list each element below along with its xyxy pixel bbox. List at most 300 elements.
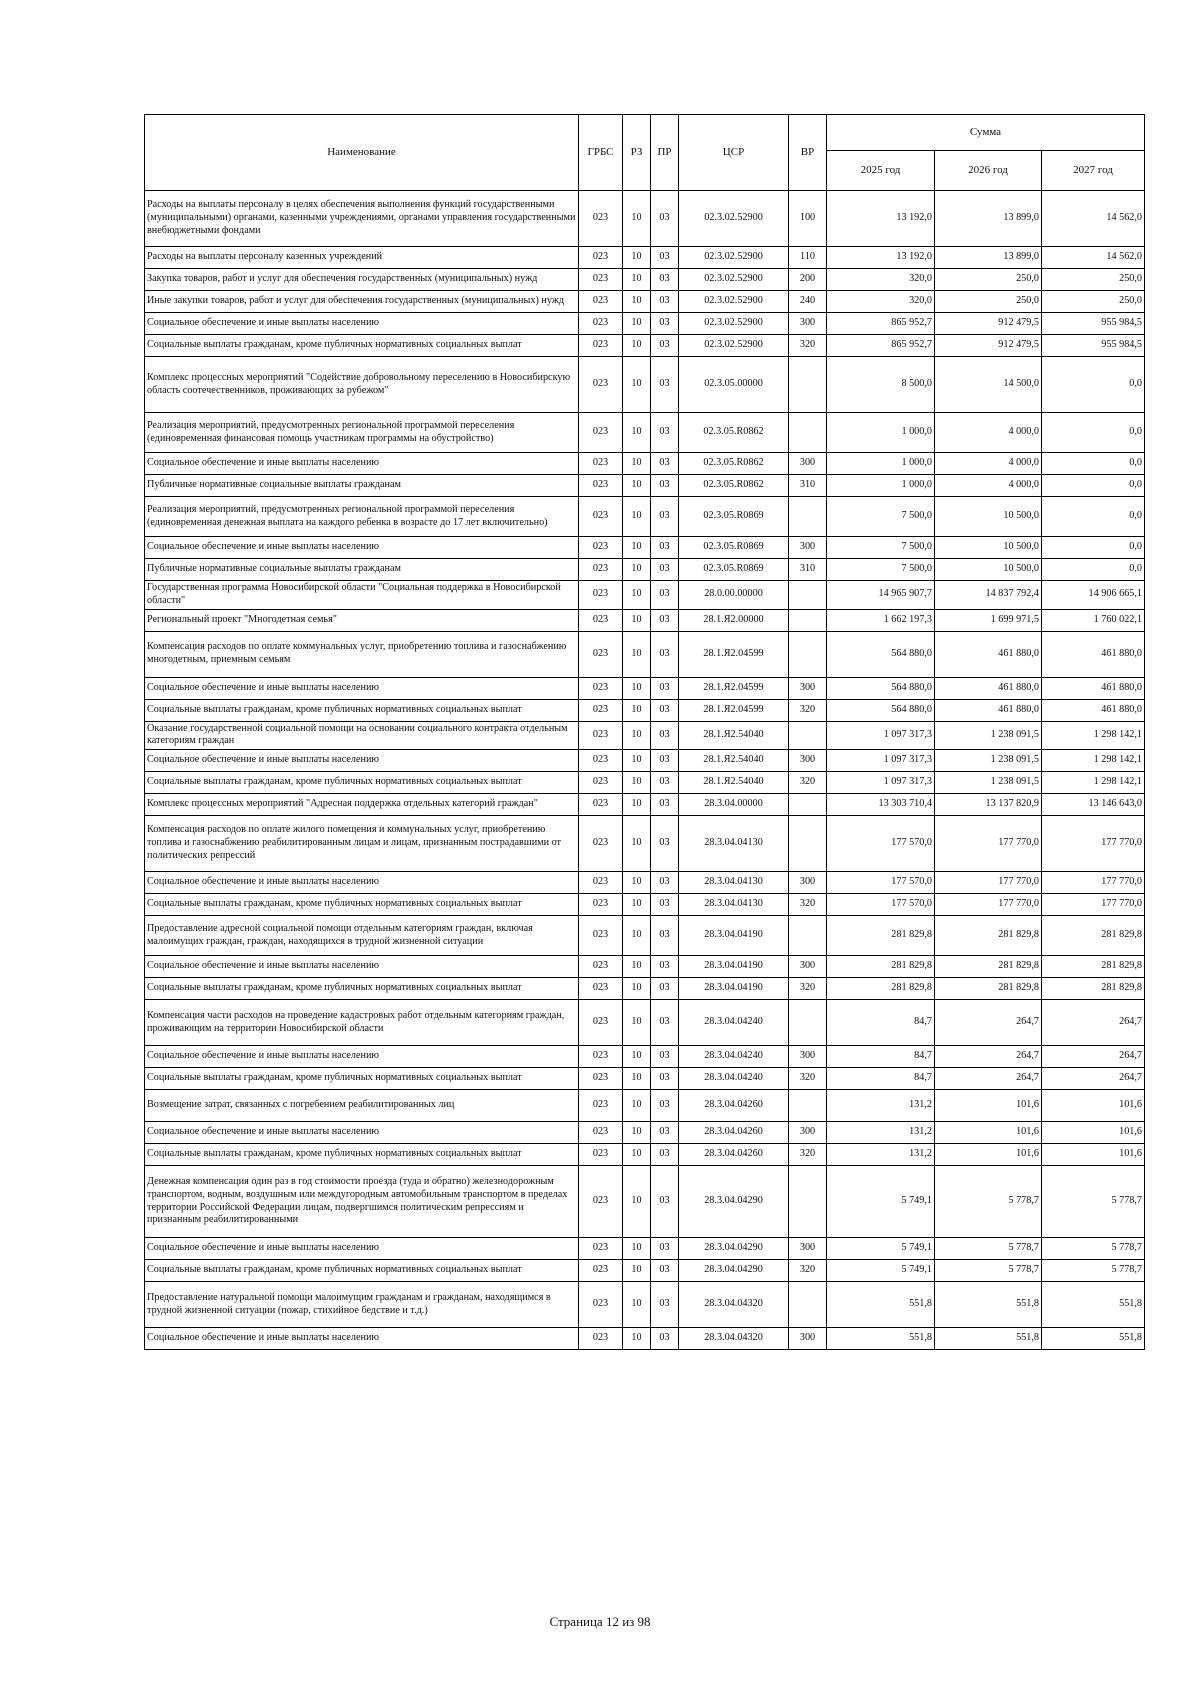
grbs-cell: 023 (579, 191, 623, 247)
vr-cell: 200 (789, 269, 827, 291)
vr-cell (789, 794, 827, 816)
sum-2025-cell: 1 000,0 (827, 475, 935, 497)
row-name-cell: Социальные выплаты гражданам, кроме публичных нормативных социальных выплат (145, 1144, 579, 1166)
pr-cell: 03 (651, 335, 679, 357)
sum-2026-cell: 14 500,0 (935, 357, 1042, 413)
vr-cell: 300 (789, 453, 827, 475)
grbs-cell: 023 (579, 772, 623, 794)
csr-cell: 02.3.02.52900 (679, 313, 789, 335)
vr-cell: 320 (789, 978, 827, 1000)
row-name-cell: Региональный проект "Многодетная семья" (145, 609, 579, 631)
table-row (145, 794, 1145, 816)
sum-2025-cell: 1 000,0 (827, 453, 935, 475)
sum-2027-cell: 14 906 665,1 (1042, 581, 1145, 610)
sum-2025-cell: 281 829,8 (827, 916, 935, 956)
row-name-cell: Социальное обеспечение и иные выплаты населению (145, 537, 579, 559)
row-name-cell: Расходы на выплаты персоналу казенных учреждений (145, 247, 579, 269)
sum-2027-cell: 1 298 142,1 (1042, 772, 1145, 794)
sum-2026-cell: 281 829,8 (935, 916, 1042, 956)
vr-cell: 320 (789, 699, 827, 721)
table-row (145, 581, 1145, 610)
table-row (145, 721, 1145, 750)
vr-cell (789, 721, 827, 750)
sum-2027-cell: 281 829,8 (1042, 956, 1145, 978)
sum-2027-cell: 461 880,0 (1042, 677, 1145, 699)
vr-cell (789, 816, 827, 872)
sum-2025-cell: 13 192,0 (827, 191, 935, 247)
rz-cell: 10 (623, 1122, 651, 1144)
sum-2025-cell: 131,2 (827, 1090, 935, 1122)
pr-cell: 03 (651, 1046, 679, 1068)
sum-2027-cell: 461 880,0 (1042, 699, 1145, 721)
csr-cell: 28.3.04.04260 (679, 1144, 789, 1166)
pr-cell: 03 (651, 497, 679, 537)
table-row (145, 1238, 1145, 1260)
rz-cell: 10 (623, 475, 651, 497)
rz-cell: 10 (623, 631, 651, 677)
sum-2025-cell: 13 303 710,4 (827, 794, 935, 816)
sum-2025-cell: 5 749,1 (827, 1260, 935, 1282)
sum-2027-cell: 955 984,5 (1042, 313, 1145, 335)
vr-cell: 300 (789, 677, 827, 699)
csr-cell: 02.3.05.00000 (679, 357, 789, 413)
sum-2027-cell: 14 562,0 (1042, 247, 1145, 269)
table-row (145, 631, 1145, 677)
header-rz: РЗ (623, 115, 651, 191)
vr-cell (789, 1166, 827, 1238)
row-name-cell: Публичные нормативные социальные выплаты гражданам (145, 475, 579, 497)
sum-2027-cell: 0,0 (1042, 559, 1145, 581)
row-name-cell: Иные закупки товаров, работ и услуг для обеспечения государственных (муниципальных) нужд (145, 291, 579, 313)
vr-cell: 320 (789, 1144, 827, 1166)
csr-cell: 28.3.04.04240 (679, 1046, 789, 1068)
grbs-cell: 023 (579, 894, 623, 916)
sum-2025-cell: 7 500,0 (827, 559, 935, 581)
sum-2026-cell: 551,8 (935, 1282, 1042, 1328)
sum-2026-cell: 461 880,0 (935, 631, 1042, 677)
table-row (145, 413, 1145, 453)
grbs-cell: 023 (579, 956, 623, 978)
grbs-cell: 023 (579, 816, 623, 872)
table-row (145, 475, 1145, 497)
page-number: Страница 12 из 98 (549, 1614, 651, 1629)
table-row (145, 772, 1145, 794)
table-row (145, 313, 1145, 335)
csr-cell: 02.3.02.52900 (679, 269, 789, 291)
sum-2026-cell: 13 899,0 (935, 191, 1042, 247)
table-row (145, 750, 1145, 772)
row-name-cell: Социальные выплаты гражданам, кроме публичных нормативных социальных выплат (145, 772, 579, 794)
pr-cell: 03 (651, 559, 679, 581)
grbs-cell: 023 (579, 1260, 623, 1282)
row-name-cell: Государственная программа Новосибирской области "Социальная поддержка в Новосибирской области" (145, 581, 579, 610)
rz-cell: 10 (623, 1260, 651, 1282)
rz-cell: 10 (623, 1282, 651, 1328)
csr-cell: 02.3.02.52900 (679, 335, 789, 357)
table-row (145, 357, 1145, 413)
rz-cell: 10 (623, 191, 651, 247)
pr-cell: 03 (651, 413, 679, 453)
csr-cell: 02.3.05.R0869 (679, 497, 789, 537)
vr-cell: 300 (789, 1122, 827, 1144)
sum-2026-cell: 14 837 792,4 (935, 581, 1042, 610)
sum-2027-cell: 551,8 (1042, 1282, 1145, 1328)
rz-cell: 10 (623, 357, 651, 413)
sum-2025-cell: 177 570,0 (827, 816, 935, 872)
row-name-cell: Компенсация расходов по оплате коммунальных услуг, приобретению топлива и газоснабжению многодетным, приемным семьям (145, 631, 579, 677)
sum-2027-cell: 177 770,0 (1042, 872, 1145, 894)
csr-cell: 28.3.04.04290 (679, 1260, 789, 1282)
sum-2025-cell: 564 880,0 (827, 631, 935, 677)
grbs-cell: 023 (579, 1328, 623, 1350)
csr-cell: 02.3.05.R0862 (679, 453, 789, 475)
sum-2027-cell: 1 298 142,1 (1042, 721, 1145, 750)
sum-2025-cell: 1 097 317,3 (827, 750, 935, 772)
rz-cell: 10 (623, 750, 651, 772)
pr-cell: 03 (651, 894, 679, 916)
row-name-cell: Расходы на выплаты персоналу в целях обеспечения выполнения функций государственными (муниципальными) органами, казенными учреждениями, органами управления государственными внебюджетными фондами (145, 191, 579, 247)
sum-2025-cell: 281 829,8 (827, 956, 935, 978)
table-row (145, 453, 1145, 475)
row-name-cell: Социальное обеспечение и иные выплаты населению (145, 677, 579, 699)
row-name-cell: Социальные выплаты гражданам, кроме публичных нормативных социальных выплат (145, 978, 579, 1000)
sum-2025-cell: 177 570,0 (827, 872, 935, 894)
sum-2027-cell: 101,6 (1042, 1090, 1145, 1122)
vr-cell: 300 (789, 1328, 827, 1350)
pr-cell: 03 (651, 1166, 679, 1238)
csr-cell: 28.3.04.04290 (679, 1166, 789, 1238)
grbs-cell: 023 (579, 537, 623, 559)
pr-cell: 03 (651, 872, 679, 894)
sum-2026-cell: 101,6 (935, 1144, 1042, 1166)
table-row (145, 609, 1145, 631)
sum-2025-cell: 564 880,0 (827, 677, 935, 699)
budget-table (144, 114, 1145, 1350)
row-name-cell: Комплекс процессных мероприятий "Адресная поддержка отдельных категорий граждан" (145, 794, 579, 816)
table-row (145, 699, 1145, 721)
rz-cell: 10 (623, 956, 651, 978)
sum-2025-cell: 281 829,8 (827, 978, 935, 1000)
table-header (145, 115, 1145, 191)
sum-2027-cell: 0,0 (1042, 537, 1145, 559)
row-name-cell: Компенсация части расходов на проведение кадастровых работ отдельным категориям граждан, проживающим на территории Новосибирской области (145, 1000, 579, 1046)
grbs-cell: 023 (579, 699, 623, 721)
header-grbs: ГРБС (579, 115, 623, 191)
sum-2026-cell: 10 500,0 (935, 559, 1042, 581)
rz-cell: 10 (623, 269, 651, 291)
sum-2026-cell: 250,0 (935, 291, 1042, 313)
sum-2025-cell: 551,8 (827, 1282, 935, 1328)
rz-cell: 10 (623, 1166, 651, 1238)
sum-2026-cell: 250,0 (935, 269, 1042, 291)
csr-cell: 28.3.04.04240 (679, 1068, 789, 1090)
sum-2027-cell: 5 778,7 (1042, 1260, 1145, 1282)
csr-cell: 28.1.Я2.04599 (679, 631, 789, 677)
row-name-cell: Возмещение затрат, связанных с погребением реабилитированных лиц (145, 1090, 579, 1122)
row-name-cell: Социальное обеспечение и иные выплаты населению (145, 453, 579, 475)
sum-2025-cell: 865 952,7 (827, 313, 935, 335)
vr-cell: 300 (789, 1046, 827, 1068)
grbs-cell: 023 (579, 1166, 623, 1238)
grbs-cell: 023 (579, 1122, 623, 1144)
sum-2025-cell: 1 000,0 (827, 413, 935, 453)
sum-2027-cell: 0,0 (1042, 453, 1145, 475)
pr-cell: 03 (651, 1068, 679, 1090)
pr-cell: 03 (651, 1282, 679, 1328)
sum-2027-cell: 101,6 (1042, 1144, 1145, 1166)
grbs-cell: 023 (579, 872, 623, 894)
vr-cell: 240 (789, 291, 827, 313)
csr-cell: 02.3.05.R0869 (679, 537, 789, 559)
vr-cell: 110 (789, 247, 827, 269)
pr-cell: 03 (651, 357, 679, 413)
rz-cell: 10 (623, 559, 651, 581)
sum-2027-cell: 1 760 022,1 (1042, 609, 1145, 631)
sum-2026-cell: 1 238 091,5 (935, 721, 1042, 750)
sum-2025-cell: 865 952,7 (827, 335, 935, 357)
row-name-cell: Социальное обеспечение и иные выплаты населению (145, 313, 579, 335)
pr-cell: 03 (651, 453, 679, 475)
rz-cell: 10 (623, 916, 651, 956)
header-pr: ПР (651, 115, 679, 191)
csr-cell: 02.3.05.R0869 (679, 559, 789, 581)
csr-cell: 28.3.04.04260 (679, 1090, 789, 1122)
rz-cell: 10 (623, 1238, 651, 1260)
sum-2027-cell: 264,7 (1042, 1068, 1145, 1090)
sum-2025-cell: 7 500,0 (827, 537, 935, 559)
sum-2026-cell: 101,6 (935, 1090, 1042, 1122)
pr-cell: 03 (651, 581, 679, 610)
row-name-cell: Социальное обеспечение и иные выплаты населению (145, 1046, 579, 1068)
table-row (145, 894, 1145, 916)
rz-cell: 10 (623, 1328, 651, 1350)
sum-2026-cell: 1 238 091,5 (935, 750, 1042, 772)
rz-cell: 10 (623, 894, 651, 916)
sum-2027-cell: 551,8 (1042, 1328, 1145, 1350)
csr-cell: 28.3.04.04190 (679, 978, 789, 1000)
vr-cell (789, 631, 827, 677)
table-row (145, 291, 1145, 313)
vr-cell: 320 (789, 1068, 827, 1090)
grbs-cell: 023 (579, 609, 623, 631)
sum-2025-cell: 131,2 (827, 1144, 935, 1166)
row-name-cell: Социальные выплаты гражданам, кроме публичных нормативных социальных выплат (145, 1260, 579, 1282)
table-row (145, 269, 1145, 291)
rz-cell: 10 (623, 1090, 651, 1122)
rz-cell: 10 (623, 247, 651, 269)
pr-cell: 03 (651, 677, 679, 699)
csr-cell: 28.3.04.04130 (679, 872, 789, 894)
csr-cell: 02.3.05.R0862 (679, 413, 789, 453)
sum-2027-cell: 264,7 (1042, 1046, 1145, 1068)
pr-cell: 03 (651, 247, 679, 269)
vr-cell (789, 1282, 827, 1328)
sum-2027-cell: 101,6 (1042, 1122, 1145, 1144)
vr-cell: 300 (789, 537, 827, 559)
sum-2025-cell: 177 570,0 (827, 894, 935, 916)
row-name-cell: Социальное обеспечение и иные выплаты населению (145, 1238, 579, 1260)
rz-cell: 10 (623, 609, 651, 631)
row-name-cell: Социальное обеспечение и иные выплаты населению (145, 872, 579, 894)
table-row (145, 1122, 1145, 1144)
sum-2026-cell: 5 778,7 (935, 1166, 1042, 1238)
sum-2026-cell: 1 238 091,5 (935, 772, 1042, 794)
sum-2025-cell: 84,7 (827, 1000, 935, 1046)
vr-cell (789, 581, 827, 610)
table-row (145, 1166, 1145, 1238)
pr-cell: 03 (651, 631, 679, 677)
grbs-cell: 023 (579, 978, 623, 1000)
pr-cell: 03 (651, 475, 679, 497)
sum-2025-cell: 7 500,0 (827, 497, 935, 537)
table-row (145, 872, 1145, 894)
table-row (145, 537, 1145, 559)
sum-2025-cell: 320,0 (827, 269, 935, 291)
sum-2025-cell: 84,7 (827, 1068, 935, 1090)
sum-2027-cell: 0,0 (1042, 475, 1145, 497)
rz-cell: 10 (623, 413, 651, 453)
sum-2026-cell: 461 880,0 (935, 677, 1042, 699)
csr-cell: 28.3.04.04320 (679, 1282, 789, 1328)
sum-2027-cell: 250,0 (1042, 269, 1145, 291)
sum-2027-cell: 177 770,0 (1042, 816, 1145, 872)
table-row (145, 191, 1145, 247)
rz-cell: 10 (623, 313, 651, 335)
rz-cell: 10 (623, 816, 651, 872)
pr-cell: 03 (651, 750, 679, 772)
vr-cell (789, 916, 827, 956)
sum-2027-cell: 177 770,0 (1042, 894, 1145, 916)
grbs-cell: 023 (579, 497, 623, 537)
pr-cell: 03 (651, 191, 679, 247)
vr-cell (789, 497, 827, 537)
csr-cell: 28.3.04.04320 (679, 1328, 789, 1350)
rz-cell: 10 (623, 721, 651, 750)
vr-cell: 100 (789, 191, 827, 247)
table-row (145, 1090, 1145, 1122)
table-row (145, 916, 1145, 956)
sum-2026-cell: 177 770,0 (935, 816, 1042, 872)
header-sum: Сумма (827, 115, 1145, 151)
sum-2027-cell: 0,0 (1042, 497, 1145, 537)
grbs-cell: 023 (579, 475, 623, 497)
grbs-cell: 023 (579, 1000, 623, 1046)
sum-2025-cell: 1 097 317,3 (827, 772, 935, 794)
sum-2025-cell: 14 965 907,7 (827, 581, 935, 610)
vr-cell: 300 (789, 872, 827, 894)
row-name-cell: Социальные выплаты гражданам, кроме публичных нормативных социальных выплат (145, 894, 579, 916)
vr-cell (789, 609, 827, 631)
table-row (145, 1144, 1145, 1166)
row-name-cell: Компенсация расходов по оплате жилого помещения и коммунальных услуг, приобретению топлива и газоснабжению реабилитированным лицам и лицам, признанным пострадавшими от политических репрессий (145, 816, 579, 872)
csr-cell: 02.3.02.52900 (679, 191, 789, 247)
sum-2025-cell: 131,2 (827, 1122, 935, 1144)
pr-cell: 03 (651, 699, 679, 721)
header-vr: ВР (789, 115, 827, 191)
pr-cell: 03 (651, 721, 679, 750)
sum-2027-cell: 13 146 643,0 (1042, 794, 1145, 816)
pr-cell: 03 (651, 1090, 679, 1122)
sum-2026-cell: 13 137 820,9 (935, 794, 1042, 816)
rz-cell: 10 (623, 537, 651, 559)
sum-2025-cell: 1 097 317,3 (827, 721, 935, 750)
pr-cell: 03 (651, 1260, 679, 1282)
rz-cell: 10 (623, 335, 651, 357)
sum-2027-cell: 0,0 (1042, 413, 1145, 453)
header-2026: 2026 год (935, 151, 1042, 191)
sum-2026-cell: 281 829,8 (935, 978, 1042, 1000)
rz-cell: 10 (623, 291, 651, 313)
grbs-cell: 023 (579, 335, 623, 357)
csr-cell: 28.3.04.04130 (679, 816, 789, 872)
sum-2027-cell: 250,0 (1042, 291, 1145, 313)
sum-2026-cell: 101,6 (935, 1122, 1042, 1144)
table-row (145, 677, 1145, 699)
pr-cell: 03 (651, 978, 679, 1000)
sum-2026-cell: 264,7 (935, 1000, 1042, 1046)
sum-2026-cell: 10 500,0 (935, 497, 1042, 537)
grbs-cell: 023 (579, 581, 623, 610)
pr-cell: 03 (651, 816, 679, 872)
sum-2027-cell: 955 984,5 (1042, 335, 1145, 357)
sum-2027-cell: 5 778,7 (1042, 1238, 1145, 1260)
rz-cell: 10 (623, 1046, 651, 1068)
sum-2026-cell: 912 479,5 (935, 335, 1042, 357)
vr-cell: 320 (789, 772, 827, 794)
rz-cell: 10 (623, 978, 651, 1000)
sum-2026-cell: 177 770,0 (935, 872, 1042, 894)
grbs-cell: 023 (579, 750, 623, 772)
sum-2026-cell: 5 778,7 (935, 1238, 1042, 1260)
pr-cell: 03 (651, 1000, 679, 1046)
header-2025: 2025 год (827, 151, 935, 191)
grbs-cell: 023 (579, 357, 623, 413)
row-name-cell: Оказание государственной социальной помощи на основании социального контракта отдельным категориям граждан (145, 721, 579, 750)
row-name-cell: Социальные выплаты гражданам, кроме публичных нормативных социальных выплат (145, 335, 579, 357)
sum-2027-cell: 0,0 (1042, 357, 1145, 413)
csr-cell: 28.1.Я2.54040 (679, 721, 789, 750)
grbs-cell: 023 (579, 1046, 623, 1068)
csr-cell: 28.1.Я2.54040 (679, 750, 789, 772)
sum-2027-cell: 14 562,0 (1042, 191, 1145, 247)
vr-cell: 320 (789, 1260, 827, 1282)
rz-cell: 10 (623, 1068, 651, 1090)
row-name-cell: Реализация мероприятий, предусмотренных региональной программой переселения (единовременная денежная выплата на каждого ребенка в возрасте до 17 лет включительно) (145, 497, 579, 537)
pr-cell: 03 (651, 956, 679, 978)
grbs-cell: 023 (579, 794, 623, 816)
rz-cell: 10 (623, 581, 651, 610)
table-row (145, 1068, 1145, 1090)
sum-2026-cell: 912 479,5 (935, 313, 1042, 335)
vr-cell: 300 (789, 1238, 827, 1260)
vr-cell (789, 1000, 827, 1046)
csr-cell: 28.1.Я2.04599 (679, 677, 789, 699)
sum-2026-cell: 4 000,0 (935, 453, 1042, 475)
grbs-cell: 023 (579, 631, 623, 677)
grbs-cell: 023 (579, 313, 623, 335)
header-csr: ЦСР (679, 115, 789, 191)
vr-cell: 300 (789, 313, 827, 335)
pr-cell: 03 (651, 916, 679, 956)
row-name-cell: Денежная компенсация один раз в год стоимости проезда (туда и обратно) железнодорожным транспортом, водным, воздушным или междугородным автомобильным транспортом в пределах территории Российской Федерации лицам, подвергшимся политическим репрессиям и признанным реабилитированными (145, 1166, 579, 1238)
sum-2025-cell: 84,7 (827, 1046, 935, 1068)
grbs-cell: 023 (579, 1282, 623, 1328)
csr-cell: 28.1.Я2.54040 (679, 772, 789, 794)
sum-2026-cell: 5 778,7 (935, 1260, 1042, 1282)
csr-cell: 28.1.Я2.00000 (679, 609, 789, 631)
grbs-cell: 023 (579, 1144, 623, 1166)
row-name-cell: Социальные выплаты гражданам, кроме публичных нормативных социальных выплат (145, 1068, 579, 1090)
